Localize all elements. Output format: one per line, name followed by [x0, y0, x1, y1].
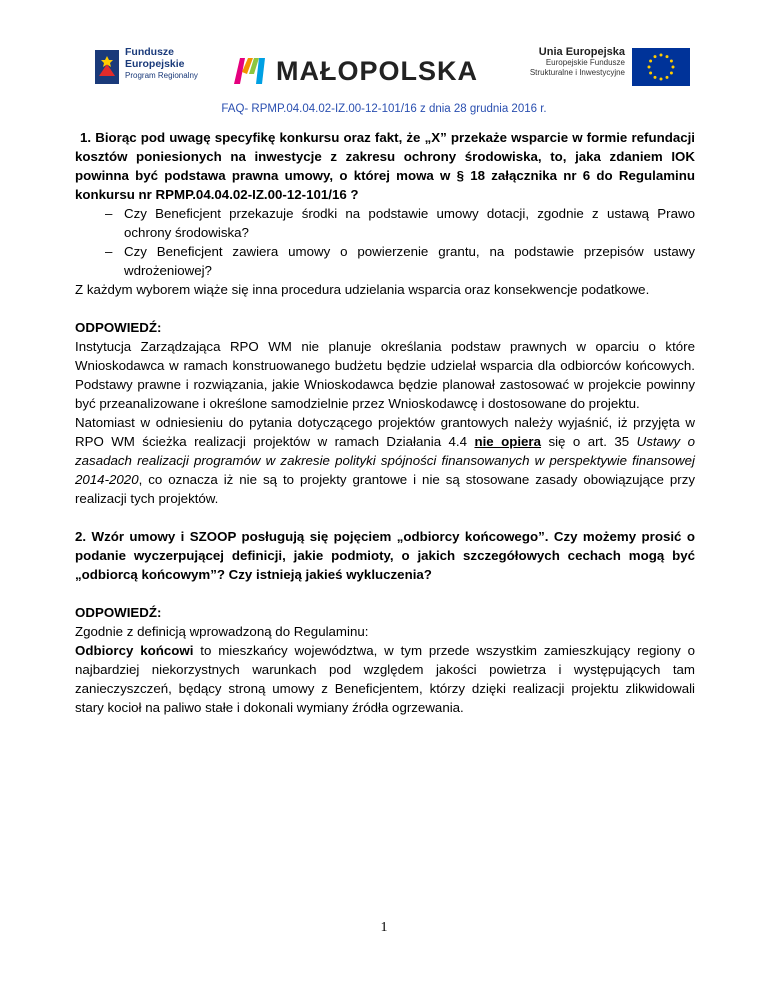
faq-title: FAQ- RPMP.04.04.02-IZ.00-12-101/16 z dnia 28 grudnia 2016 r.	[221, 103, 547, 115]
ue-line2: Europejskie Fundusze	[545, 58, 625, 67]
document-body	[75, 128, 695, 717]
answer-1-paragraph-2	[75, 413, 695, 508]
question-1-bullet	[105, 242, 695, 280]
ue-line1: Unia Europejska	[538, 46, 625, 58]
fundusze-europejskie-mark-icon	[95, 46, 121, 88]
answer-1-p2-a: Natomiast w odniesieniu do pytania dotyczącego projektów grantowych należy wyjaśnić, iż przyjęta w RPO WM ścieżka realizacji projektów w ramach Działania 4.4	[75, 415, 695, 449]
answer-1-p2-c: się o art. 35	[541, 434, 637, 449]
answer-1-paragraph-1: Instytucja Zarządzająca RPO WM nie planuje określania podstaw prawnych w oparciu o które Wnioskodawca w ramach konstruowanego budżetu będzie udzielał wsparcia dla odbiorców końcowych. Podstawy prawne i rozwiązania, jakie Wnioskodawca będzie planował zastosować w projekcie powinny być przeanalizowane i określone samodzielnie przez Wnioskodawcę i dostosowane do projektu.	[75, 339, 695, 411]
question-2: 2. Wzór umowy i SZOOP posługują się pojęciem „odbiorcy końcowego”. Czy możemy prosić o podanie wyczerpującej definicji, jakie podmioty, o jakich szczegółowych cechach mogą być „odbiorcą końcowym”? Czy istnieją jakieś wykluczenia?	[75, 529, 695, 582]
question-1: 1. Biorąc pod uwagę specyfikę konkursu oraz fakt, że „X” przekaże wsparcie w formie refundacji kosztów poniesionych na inwestycje z zakresu ochrony środowiska, to, jaka zdaniem IOK powinna być podstawa prawna umowy, o której mowa w § 18 załącznika nr 6 do Regulaminu konkursu nr RPMP.04.04.02-IZ.00-12-101/16 ?	[75, 130, 695, 202]
fundusze-europejskie-text	[125, 46, 198, 82]
fundusze-europejskie-logo	[95, 46, 235, 90]
answer-1-emphasis: nie opiera	[474, 434, 542, 449]
unia-europejska-logo	[515, 46, 685, 90]
fe-line2: Europejskie	[125, 58, 185, 70]
unia-europejska-text	[515, 46, 625, 78]
malopolska-wordmark: MAŁOPOLSKA	[276, 56, 478, 86]
answer-2-intro: Zgodnie z definicją wprowadzoną do Regulaminu:	[75, 624, 369, 639]
question-1-bullet	[105, 204, 695, 242]
answer-2-term: Odbiorcy końcowi	[75, 643, 194, 658]
answer-2-label: ODPOWIEDŹ:	[75, 605, 162, 620]
answer-2-text: to mieszkańcy województwa, w tym przede wszystkim zamieszkujący regiony o najbardziej niekorzystnych warunkach pod względem jakości powietrza i występujących tam zanieczyszczeń, będący stroną umowy z Beneficjentem, którzy dzięki realizacji projektu zlikwidowali stary kocioł na paliwo stałe i dokonali wymiany źródła ogrzewania.	[75, 643, 695, 715]
answer-1-label: ODPOWIEDŹ:	[75, 320, 162, 335]
question-1-bullet-text: Czy Beneficjent zawiera umowy o powierzenie grantu, na podstawie przepisów ustawy wdrożeniowej?	[124, 244, 695, 278]
malopolska-mark-icon	[232, 54, 270, 86]
eu-flag-icon	[632, 48, 690, 86]
ue-line3: Strukturalne i Inwestycyjne	[529, 68, 625, 77]
document-header	[0, 40, 768, 90]
dash-marker: –	[105, 206, 113, 221]
fe-line1: Fundusze	[125, 46, 174, 58]
answer-2-definition	[75, 641, 695, 717]
fe-line3: Program Regionalny	[125, 71, 198, 80]
page-number: 1	[380, 920, 388, 935]
answer-1-act-title: Ustawy o zasadach realizacji programów w zakresie polityki spójności finansowanych w perspektywie finansowej 2014-2020	[75, 434, 696, 487]
question-1-closing: Z każdym wyborem wiąże się inna procedura udzielania wsparcia oraz konsekwencje podatkowe.	[75, 282, 650, 297]
malopolska-logo	[232, 54, 482, 88]
question-1-bullet-text: Czy Beneficjent przekazuje środki na podstawie umowy dotacji, zgodnie z ustawą Prawo ochrony środowiska?	[124, 206, 695, 240]
dash-marker: –	[105, 244, 113, 259]
answer-1-p2-e: , co oznacza iż nie są to projekty grantowe i nie są stosowane zasady obowiązujące przy realizacji tych projektów.	[75, 472, 695, 506]
